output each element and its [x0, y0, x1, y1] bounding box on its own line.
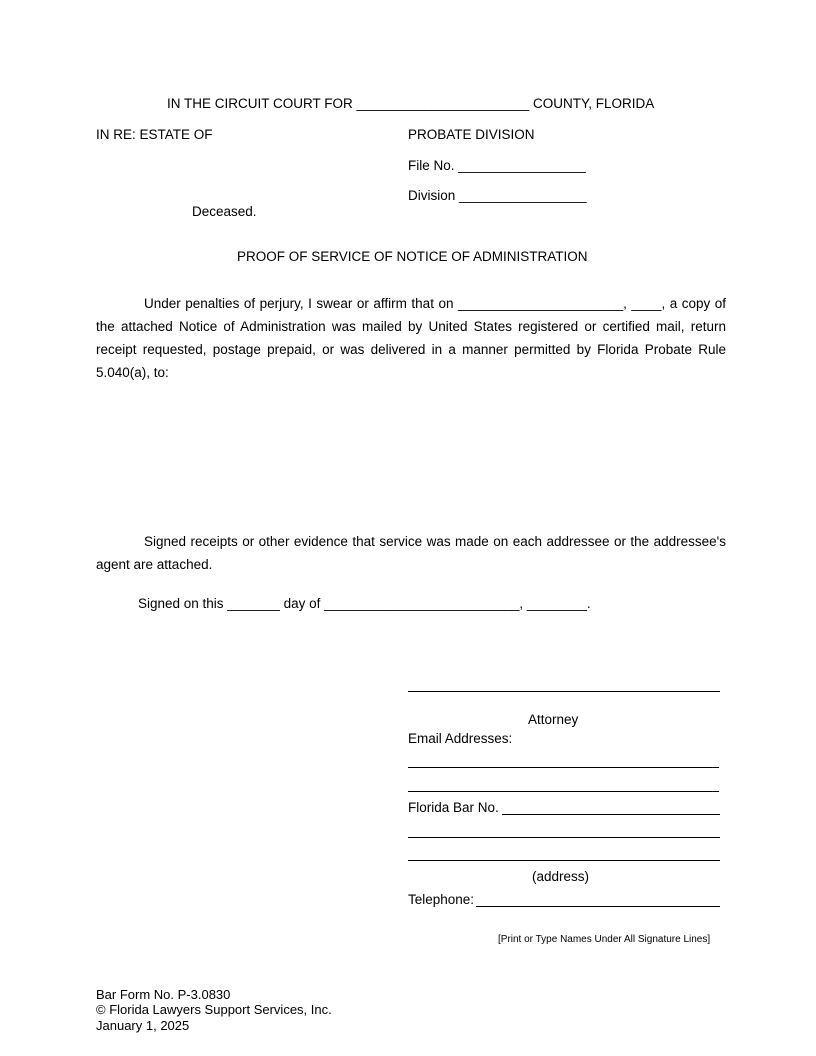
in-re-estate-label: IN RE: ESTATE OF	[96, 127, 213, 142]
signature-instructions-note: [Print or Type Names Under All Signature Lines]	[498, 934, 711, 945]
copyright-notice: © Florida Lawyers Support Services, Inc.	[96, 1002, 332, 1017]
telephone-label: Telephone:	[408, 892, 475, 907]
attorney-label: Attorney	[528, 712, 579, 727]
form-date: January 1, 2025	[96, 1018, 190, 1033]
address-line-2	[408, 860, 720, 861]
service-paragraph	[96, 292, 726, 384]
bar-form-number: Bar Form No. P-3.0830	[96, 987, 231, 1002]
deceased-label: Deceased.	[192, 204, 257, 219]
service-paragraph-text: Under penalties of perjury, I swear or affirm that on ______________________, ____, a copy of the attached Notice of Administration was mailed by United States registered or certified mail, return receipt requested, postage prepaid, or was delivered in a manner permitted by Florida Probate Rule 5.040(a), to:	[96, 296, 726, 380]
file-number-field: File No. _________________	[408, 158, 586, 173]
receipts-paragraph-text: Signed receipts or other evidence that service was made on each addressee or the addressee's agent are attached.	[96, 534, 726, 572]
probate-division-label: PROBATE DIVISION	[408, 127, 535, 142]
receipts-paragraph	[96, 530, 726, 576]
division-field: Division _________________	[408, 188, 587, 203]
court-heading: IN THE CIRCUIT COURT FOR _______________________ COUNTY, FLORIDA	[167, 96, 655, 111]
florida-bar-no-label: Florida Bar No.	[408, 800, 499, 815]
email-line-2	[408, 791, 719, 792]
email-addresses-label: Email Addresses:	[408, 731, 513, 746]
email-line-1	[408, 767, 719, 768]
address-line-1	[408, 837, 720, 838]
florida-bar-no-line	[502, 814, 720, 815]
address-label: (address)	[532, 869, 590, 884]
document-title: PROOF OF SERVICE OF NOTICE OF ADMINISTRATION	[237, 249, 588, 264]
signed-on-line: Signed on this _______ day of __________________________, ________.	[138, 596, 591, 611]
telephone-line	[476, 906, 720, 907]
attorney-signature-line	[408, 691, 720, 692]
